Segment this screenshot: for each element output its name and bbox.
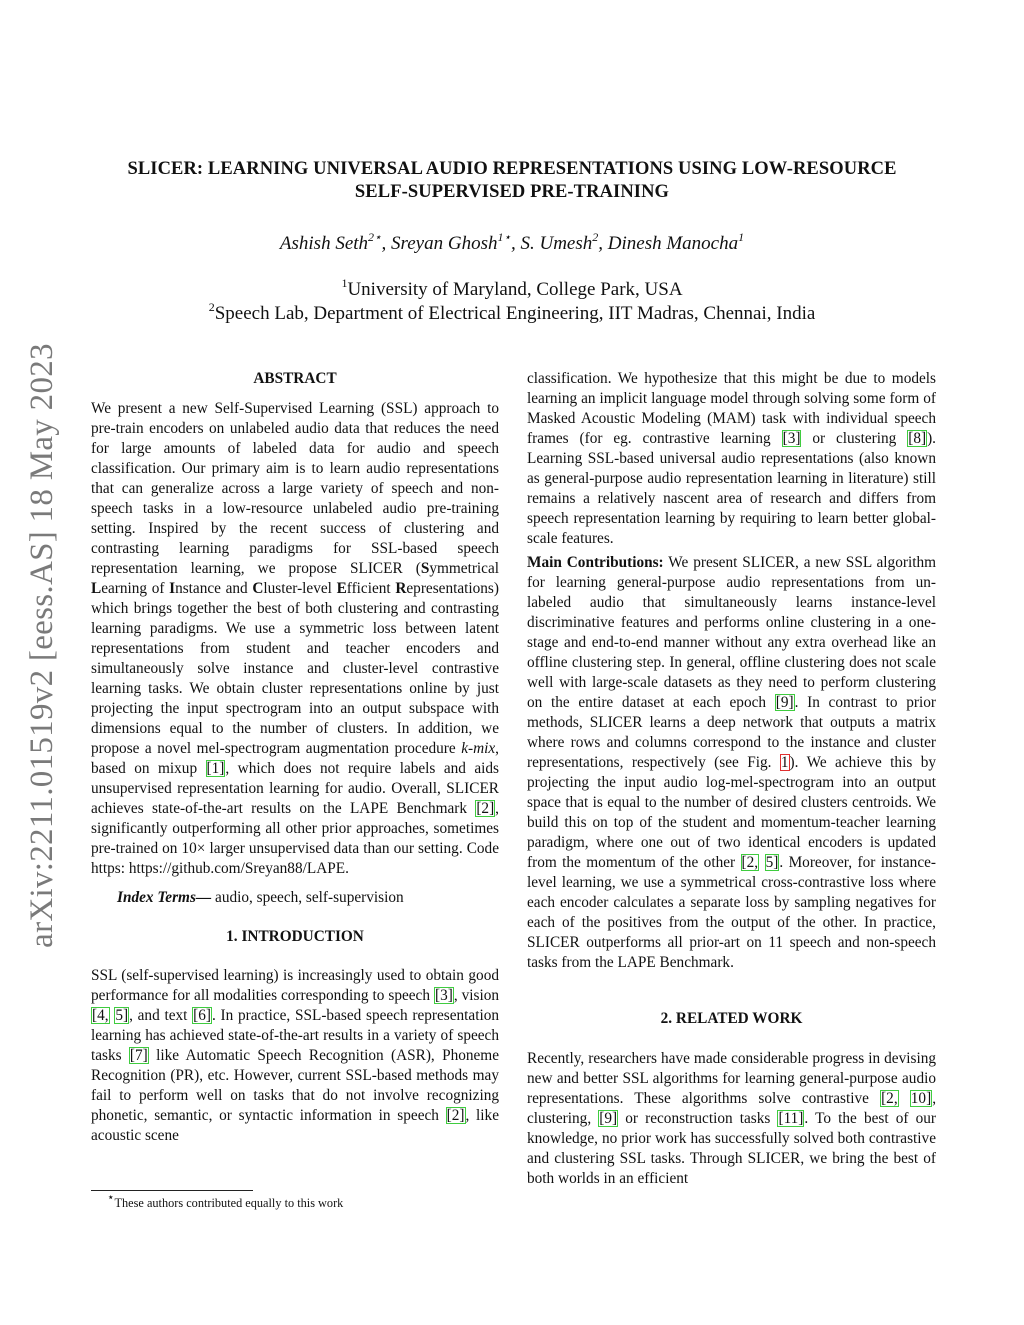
abstract-heading: ABSTRACT — [253, 370, 337, 387]
citation-link[interactable]: [3] — [782, 430, 801, 447]
author-mark: 2⋆ — [368, 229, 382, 244]
citation-link[interactable]: [11] — [778, 1110, 804, 1127]
affiliation-mark: 1 — [341, 275, 348, 290]
related-work-text — [527, 1049, 936, 1189]
acronym-letter: S — [420, 560, 430, 577]
abstract-segment: epresentations) which brings together the best of both clustering and contrasting learning paradigms. We use a symmetric loss between latent representations from student and teacher encoders and simultaneously solve instance and cluster-level contrastive learning tasks. We obtain cluster representations online by just projecting the input spectrogram into an output subspace with dimensions equal to the number of clusters. In addition, we propose a novel mel-spectrogram augmentation procedure — [91, 580, 499, 757]
arxiv-id: arXiv:2211.01519v2 [eess.AS] 18 May 2023 — [23, 342, 60, 948]
intro-segment: classification. We hypothesize that this might be due to models learning an implicit language model through solving some form of Masked Acoustic Modeling (MAM) task with individual speech frames (for eg. contrastive learning — [527, 370, 936, 447]
citation-link[interactable]: [9] — [775, 694, 794, 711]
title-line-2: SELF-SUPERVISED PRE-TRAINING — [354, 182, 670, 202]
intro-segment: . In practice, SSL-based speech representation learning has achieved state-of-the-art results in a variety of speech tasks — [91, 1007, 499, 1064]
abstract-segment: , which does not require labels and aids unsupervised representation learning for audio. Overall, SLICER achieves state-of-the-art results on the LAPE Benchmark — [91, 760, 499, 817]
index-terms-text: audio, speech, self-supervision — [211, 889, 404, 906]
footnote-text: These authors contributed equally to this work — [114, 1196, 344, 1210]
related-segment: or reconstruction tasks — [618, 1110, 778, 1127]
footnote-rule — [91, 1190, 253, 1191]
acronym-letter: I — [169, 580, 176, 597]
citation-link[interactable]: [7] — [129, 1047, 148, 1064]
title-line-1: SLICER: LEARNING UNIVERSAL AUDIO REPRESENTATIONS USING LOW-RESOURCE — [127, 159, 897, 179]
affiliation-list — [0, 275, 1024, 326]
acronym-letter: R — [395, 580, 407, 597]
main-contributions-label: Main Contributions: — [527, 554, 664, 571]
intro-text — [91, 966, 499, 1146]
abstract-segment: We present a new Self-Supervised Learning (SSL) approach to pre-train encoders on unlabeled audio data that reduces the need for large amounts of labeled data for audio and speech classification. Our primary aim is to learn audio representations that can generalize across a large variety of speech and non-speech tasks in a low-resource unlabeled audio pre-training setting. Inspired by the recent success of clustering and contrasting learning paradigms for SSL-based speech representation learning, we propose SLICER ( — [91, 400, 499, 577]
citation-link[interactable]: [1] — [206, 760, 225, 777]
abstract-segment: fficient — [346, 580, 396, 597]
figure-link[interactable]: 1 — [780, 754, 789, 771]
footnote-mark: ⋆ — [107, 1189, 115, 1204]
arxiv-sidebar-stamp — [12, 335, 72, 955]
author-name: Dinesh Manocha — [607, 233, 739, 254]
intro-segment: , vision — [453, 987, 500, 1004]
abstract-segment: earning of — [101, 580, 170, 597]
citation-link[interactable]: [2, — [881, 1090, 898, 1107]
citation-link[interactable]: [2] — [476, 800, 495, 817]
intro-segment: SSL (self-supervised learning) is increasingly used to obtain good performance for all modalities corresponding to speech — [91, 967, 499, 1004]
abstract-segment: ymmetrical — [429, 560, 499, 577]
citation-link[interactable]: [2, — [741, 854, 759, 871]
contrib-segment: ). We achieve this by projecting the input audio log-mel-spectrogram into an output space that is equal to the number of desired clusters centroids. We build this on top of the student and momentum-teacher learning paradigm, where one out of two identical encoders is updated from the momentum of the other — [527, 754, 936, 871]
intro-segment: like Automatic Speech Recognition (ASR), Phoneme Recognition (PR), etc. However, current SSL-based methods may fail to perform well on tasks that do not involve recognizing phonetic, semantic, or syntactic information in speech — [91, 1047, 499, 1124]
affiliation-mark: 2 — [208, 299, 215, 314]
intro-continued-text — [527, 369, 936, 549]
kmix-term: k-mix — [461, 740, 496, 757]
abstract-segment: , based on mixup — [91, 740, 499, 777]
abstract-segment: , significantly outperforming all other prior approaches, sometimes pre-trained on 10× larger unsupervised data than our setting. Code https: https://github.com/Sreyan88/LAPE. — [91, 800, 499, 877]
related-segment: , clustering, — [527, 1090, 937, 1127]
acronym-letter: C — [252, 580, 264, 597]
citation-link[interactable]: [8] — [908, 430, 927, 447]
author-name: Ashish Seth — [279, 233, 369, 254]
abstract-segment: nstance and — [175, 580, 253, 597]
citation-link[interactable]: [4, — [92, 1007, 109, 1024]
citation-link[interactable]: [2] — [446, 1107, 465, 1124]
affiliation-text: University of Maryland, College Park, USA — [347, 279, 683, 300]
acronym-letter: L — [91, 580, 102, 597]
citation-link[interactable]: [9] — [599, 1110, 618, 1127]
affiliation — [0, 299, 1024, 326]
citation-link[interactable]: 5] — [115, 1007, 129, 1024]
abstract-text — [91, 399, 499, 879]
index-terms-label: Index Terms— — [117, 889, 212, 906]
citation-link[interactable]: 10] — [910, 1090, 932, 1107]
author-name: S. Umesh — [520, 233, 593, 254]
footnote — [107, 1189, 344, 1211]
paper-title — [0, 158, 1024, 204]
contrib-segment: . Moreover, for instance-level learning, we use a symmetrical cross-contrastive loss where each encoder calculates a separate loss by sampling negatives for each of the positives from the output of the other. In practice, SLICER outperforms all prior-art on 11 speech and non-speech tasks from the LAPE Benchmark. — [527, 854, 936, 971]
author-mark: 1⋆ — [497, 229, 511, 244]
related-segment: . To the best of our knowledge, no prior work has successfully solved both contrastive and clustering SSL tasks. Through SLICER, we bring the best of both worlds in an efficient — [527, 1110, 936, 1187]
author-mark: 1 — [738, 229, 745, 244]
intro-segment: , like acoustic scene — [91, 1107, 499, 1144]
citation-link[interactable]: [6] — [193, 1007, 211, 1024]
acronym-letter: E — [336, 580, 347, 597]
contrib-segment: We present SLICER, a new SSL algorithm for learning general-purpose audio representations from un-labeled audio that simultaneously learns instance-level discriminative features and performs online clustering in a one-stage and end-to-end manner without any extra overhead like an offline clustering step. In general, offline clustering does not scale well with large-scale datasets as they need to perform clustering on the entire dataset at each epoch — [527, 554, 936, 711]
citation-link[interactable]: 5] — [765, 854, 779, 871]
main-contributions-text — [527, 553, 936, 973]
index-terms — [91, 888, 499, 908]
author-name: Sreyan Ghosh — [391, 233, 498, 254]
author-list: Ashish Seth$^{2⋆}$, Sreyan Ghosh$^{1⋆}$, S. Umesh$^2$, Dinesh Manocha$^1$ — [279, 229, 745, 254]
related-segment: Recently, researchers have made considerable progress in devising new and better SSL algorithms for learning general-purpose audio representations. These algorithms solve contrastive — [527, 1050, 936, 1107]
related-work-heading: 2. RELATED WORK — [660, 1010, 803, 1027]
affiliation — [0, 275, 1024, 302]
left-column — [91, 369, 499, 1146]
intro-heading: 1. INTRODUCTION — [226, 928, 364, 945]
intro-segment: or clustering — [801, 430, 908, 447]
affiliation-text: Speech Lab, Department of Electrical Engineering, IIT Madras, Chennai, India — [214, 303, 816, 324]
citation-link[interactable]: [3] — [434, 987, 453, 1004]
abstract-segment: luster-level — [263, 580, 337, 597]
author-mark: 2 — [592, 229, 599, 244]
right-column — [527, 369, 936, 1189]
intro-segment: , and text — [129, 1007, 193, 1024]
intro-segment: ). Learning SSL-based universal audio representations (also known as general-purpose audio representation learning in literature) still remains a relatively nascent area of research and differs from speech representation learning by requiring to learn better global-scale features. — [527, 430, 936, 547]
contrib-segment: . In contrast to prior methods, SLICER learns a deep network that outputs a matrix where rows and columns correspond to the instance and cluster representations, respectively (see Fig. — [527, 694, 936, 771]
